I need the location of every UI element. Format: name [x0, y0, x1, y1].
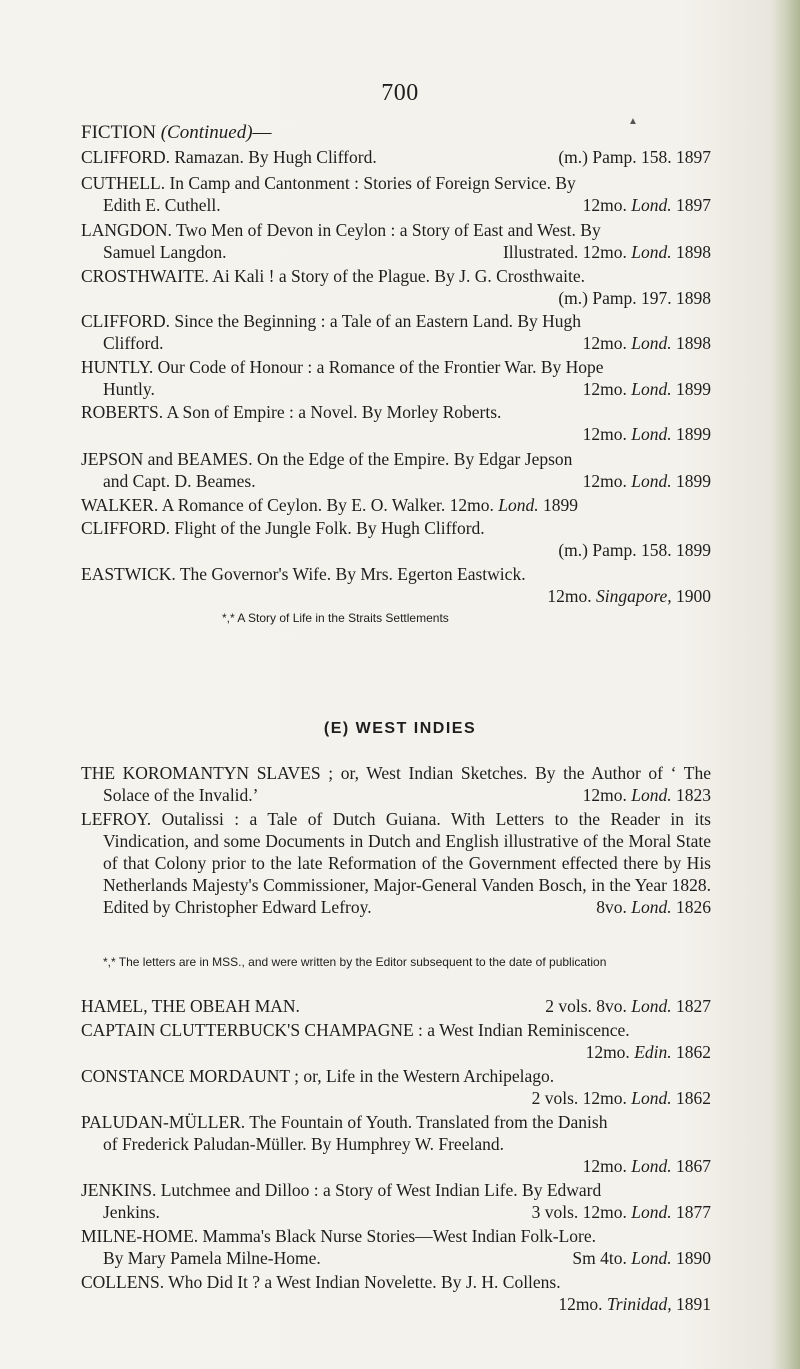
entry-clifford-flight: CLIFFORD. Flight of the Jungle Folk. By Hugh Clifford. (m.) Pamp. 158. 1899 [81, 518, 711, 560]
entry-clifford-since: CLIFFORD. Since the Beginning : a Tale of an Eastern Land. By Hugh Clifford. 12mo. Lond. 1898 [81, 311, 711, 353]
page-number: 700 [381, 80, 419, 106]
entry-langdon: LANGDON. Two Men of Devon in Ceylon : a Story of East and West. By Samuel Langdon. Illustrated. 12mo. Lond. 1898 [81, 220, 711, 262]
entry-roberts: ROBERTS. A Son of Empire : a Novel. By Morley Roberts. 12mo. Lond. 1899 [81, 402, 711, 444]
entry-jepson-beames: JEPSON and BEAMES. On the Edge of the Empire. By Edgar Jepson and Capt. D. Beames. 12mo. Lond. 1899 [81, 449, 711, 491]
entry-eastwick: EASTWICK. The Governor's Wife. By Mrs. Egerton Eastwick. 12mo. Singapore, 1900 [81, 564, 711, 606]
entry-mordaunt: CONSTANCE MORDAUNT ; or, Life in the Western Archipelago. 2 vols. 12mo. Lond. 1862 [81, 1066, 711, 1108]
entry-paludan-muller: PALUDAN-MÜLLER. The Fountain of Youth. Translated from the Danish of Frederick Paludan-Müller. By Humphrey W. Freeland. 12mo. Lond. 1867 [81, 1112, 711, 1176]
entry-koromantyn: THE KOROMANTYN SLAVES ; or, West Indian Sketches. By the Author of ‘ The Solace of the Invalid.’ 12mo. Lond. 1823 [81, 763, 711, 805]
entry-lefroy: LEFROY. Outalissi : a Tale of Dutch Guiana. With Letters to the Reader in its Vindication, and some Documents in Dutch and English illustrative of the Moral State of that Colony prior to the late Reformation of the Government effected there by His Netherlands Majesty's Commissioner, Major-General Vanden Bosch, in the Year 1828. Edited by Christopher Edward Lefroy. 8vo. Lond. 1826 [81, 809, 711, 917]
section-title: FICTION (Continued)— [81, 122, 272, 143]
page-edge-shadow [772, 0, 800, 1369]
entry-clifford-ramazan: CLIFFORD. Ramazan. By Hugh Clifford. (m.) Pamp. 158. 1897 [81, 147, 711, 167]
entry-milne-home: MILNE-HOME. Mamma's Black Nurse Stories—West Indian Folk-Lore. By Mary Pamela Milne-Home. Sm 4to. Lond. 1890 [81, 1226, 711, 1268]
footnote-straits: *,* A Story of Life in the Straits Settlements [222, 611, 449, 625]
entry-jenkins: JENKINS. Lutchmee and Dilloo : a Story of West Indian Life. By Edward Jenkins. 3 vols. 12mo. Lond. 1877 [81, 1180, 711, 1222]
entry-clutterbuck: CAPTAIN CLUTTERBUCK'S CHAMPAGNE : a West Indian Reminiscence. 12mo. Edin. 1862 [81, 1020, 711, 1062]
stray-mark: ▲ [628, 116, 638, 127]
entry-huntly: HUNTLY. Our Code of Honour : a Romance of the Frontier War. By Hope Huntly. 12mo. Lond. 1899 [81, 357, 711, 399]
section-heading-west-indies: (E) WEST INDIES [323, 720, 477, 737]
entry-collens: COLLENS. Who Did It ? a West Indian Novelette. By J. H. Collens. 12mo. Trinidad, 1891 [81, 1272, 711, 1314]
entry-crosthwaite: CROSTHWAITE. Ai Kali ! a Story of the Plague. By J. G. Crosthwaite. (m.) Pamp. 197. 1898 [81, 266, 711, 308]
entry-cuthell: CUTHELL. In Camp and Cantonment : Stories of Foreign Service. By Edith E. Cuthell. 12mo. Lond. 1897 [81, 173, 711, 215]
footnote-lefroy: *,* The letters are in MSS., and were written by the Editor subsequent to the date of publication [103, 955, 607, 969]
entry-walker: WALKER. A Romance of Ceylon. By E. O. Walker. 12mo. Lond. 1899 [81, 495, 578, 515]
entry-hamel: HAMEL, THE OBEAH MAN. 2 vols. 8vo. Lond. 1827 [81, 996, 711, 1016]
